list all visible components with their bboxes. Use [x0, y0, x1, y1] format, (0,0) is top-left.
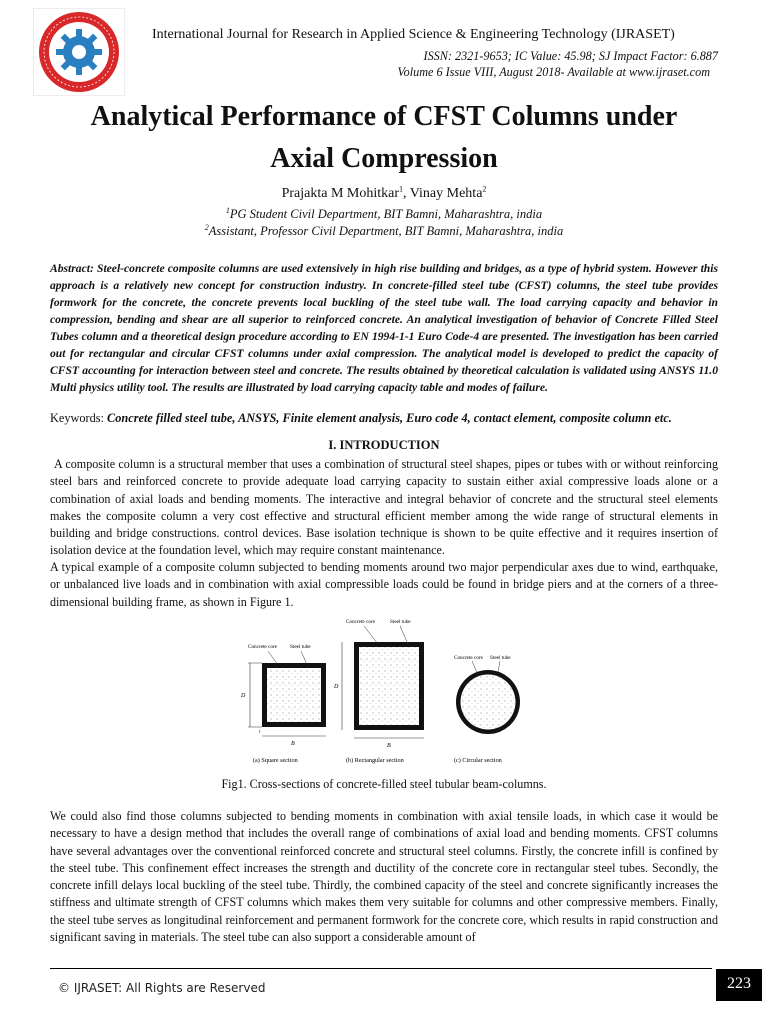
affiliation-2 — [0, 224, 768, 239]
circular-section — [454, 655, 520, 764]
paper-title-line-2: Axial Compression — [270, 143, 498, 174]
label-concrete-core: Concrete core — [248, 644, 277, 650]
intro-paragraph-1 — [50, 456, 718, 560]
author-2: Vinay Mehta — [409, 186, 483, 201]
figure-1-caption: Fig1. Cross-sections of concrete-filled steel tubular beam-columns. — [221, 777, 547, 791]
page-number: 223 — [716, 969, 762, 1001]
issn-line: ISSN: 2321-9653; IC Value: 45.98; SJ Impact Factor: 6.887 — [423, 49, 718, 63]
label-concrete-core: Concrete core — [346, 619, 375, 625]
authors — [0, 186, 768, 202]
keywords-text: Concrete filled steel tube, ANSYS, Finite element analysis, Euro code 4, contact element, composite column etc. — [107, 411, 672, 425]
author-2-sup: 2 — [482, 184, 487, 194]
label-B: B — [291, 741, 295, 747]
intro-paragraph-3 — [50, 808, 718, 946]
keywords — [50, 411, 718, 426]
label-D: D — [334, 684, 339, 690]
affiliation-2-text: Assistant, Professor Civil Department, BIT Bamni, Maharashtra, india — [208, 224, 564, 238]
label-steel-tube: Steel tube — [390, 619, 411, 625]
affiliation-2-sup: 2 — [204, 222, 209, 232]
intro-paragraph-2 — [50, 559, 718, 611]
author-1: Prajakta M Mohitkar — [281, 186, 400, 201]
keywords-label: Keywords: — [50, 411, 108, 425]
caption-circular: (c) Circular section — [454, 757, 502, 764]
footer-rule — [50, 968, 712, 969]
caption-square: (a) Square section — [253, 757, 298, 764]
affiliation-1-text: PG Student Civil Department, BIT Bamni, Maharashtra, india — [229, 207, 543, 221]
volume-line: Volume 6 Issue VIII, August 2018- Available at www.ijraset.com — [397, 65, 710, 79]
affiliation-1 — [0, 207, 768, 222]
label-B: B — [387, 743, 391, 749]
copyright-notice: © IJRASET: All Rights are Reserved — [58, 981, 266, 995]
caption-rectangular: (b) Rectangular section — [346, 757, 404, 764]
rectangular-section — [333, 619, 424, 764]
paragraph-text: We could also find those columns subjected to bending moments in combination with axial tensile loads, in which case it would be necessary to have a design method that includes the overall range of combinations of axial load and bending moments. CFST columns have several advantages over the conventional reinforced concrete and structural steel columns. Firstly, the concrete infill is confined by the steel tube. This confinement effect increases the strength and ductility of the concrete core in rectangular steel tubes. Secondly, the concrete infill delays local buckling of the steel tube. Thirdly, the combined capacity of the steel and concrete significantly increases the stiffness and ultimate strength of CFST columns which makes them very suitable for columns and other compressive members. Finally, the steel tube serves as longitudinal reinforcement and permanent formwork for the concrete core, which results in rapid construction and significant saving in materials. The steel tube can also support a considerable amount of — [50, 809, 718, 945]
label-steel-tube: Steel tube — [290, 644, 311, 650]
journal-name: International Journal for Research in Applied Science & Engineering Technology (IJRASET) — [152, 27, 675, 42]
section-heading-introduction: I. INTRODUCTION — [328, 438, 440, 452]
label-concrete-core: Concrete core — [454, 655, 483, 661]
figure-1-cross-sections — [228, 616, 538, 770]
label-t: t — [259, 730, 261, 735]
paper-title-line-1: Analytical Performance of CFST Columns under — [90, 101, 678, 132]
paragraph-text: A composite column is a structural member that uses a combination of structural steel shapes, pipes or tubes with or without reinforcing steel bars and reinforced concrete to provide adequate load carrying capacity to sustain either axial compressive loads alone or a combination of axial loads and bending moments. The interactive and integral behavior of concrete and the structural steel elements makes the composite column a very cost effective and structural efficient member among the wide range of structural elements in building and bridge constructions. control devices. Base isolation technique is shown to be quite effective and it requires insertion of isolation device at the foundation level, which may require constant maintenance. — [50, 457, 718, 558]
affiliation-1-sup: 1 — [225, 205, 230, 215]
author-separator: , — [403, 186, 410, 201]
paragraph-text: A typical example of a composite column subjected to bending moments around two major perpendicular axes due to wind, earthquake, or unbalanced live loads and in combination with axial compressible loads could be found in bridge piers and at the corners of a three-dimensional building frame, as shown in Figure 1. — [50, 560, 718, 609]
author-1-sup: 1 — [399, 184, 404, 194]
label-D: D — [241, 693, 246, 699]
abstract: Abstract: Steel-concrete composite columns are used extensively in high rise building and bridges, as a type of hybrid system. However this approach is a relatively new concept for construction industry. In concrete-filled steel tube (CFST) columns, the steel tube provides formwork for the concrete, the concrete prevents local buckling of the steel tube wall. The load carrying capacity and behavior in compression, bending and shear are all superior to reinforced concrete. An analytical investigation of behavior of Concrete Filled Steel Tubes column and a theoretical design procedure according to EN 1994-1-1 Euro Code-4 are presented. The investigation has been carried out for rectangular and circular CFST columns under axial compression. The analytical model is developed to predict the capacity of CFST accounting for interaction between steel and concrete. The results obtained by theoretical calculation is validated using ANSYS 11.0 Multi physics utility tool. The results are illustrated by load carrying capacity table and modes of failure. — [50, 262, 718, 394]
square-section — [240, 644, 326, 764]
journal-logo — [33, 8, 125, 96]
label-steel-tube: Steel tube — [490, 655, 511, 661]
